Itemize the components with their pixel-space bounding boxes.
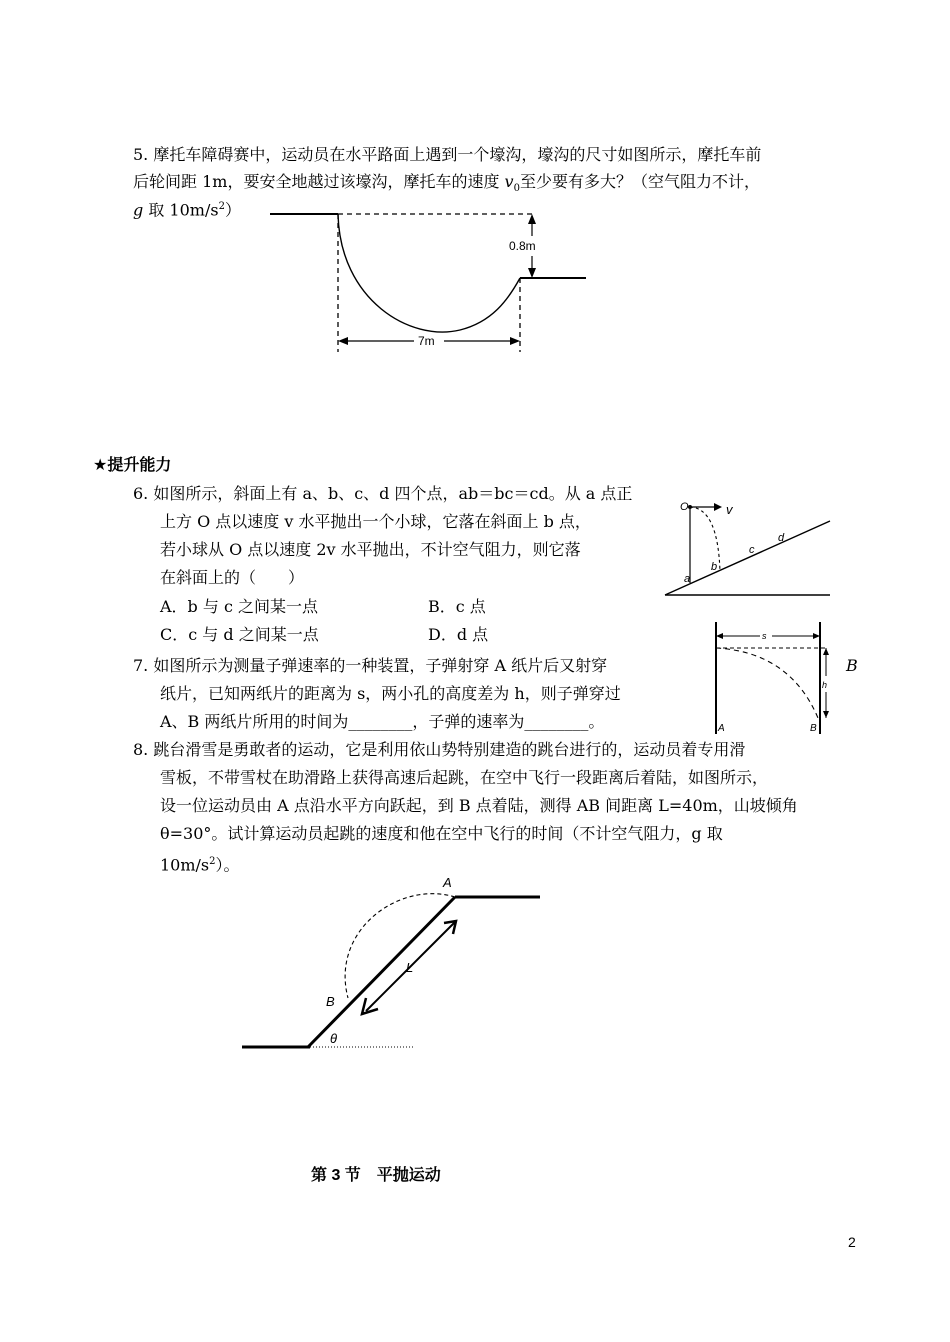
q5-line-2-tail: 至少要有多大？（空气阻力不计， xyxy=(519,172,760,191)
q5-v-symbol: v xyxy=(504,172,514,191)
q5-line-2-text: 后轮间距 1m，要安全地越过该壕沟，摩托车的速度 xyxy=(133,172,505,191)
q5-width-label: 7m xyxy=(418,334,435,348)
q6-point-c-label: c xyxy=(749,544,755,556)
q5-height-label: 0.8m xyxy=(509,239,536,253)
q6-point-d-label: d xyxy=(778,532,785,544)
q6-point-a-label: a xyxy=(684,573,691,585)
q8-g-value: 10m/s xyxy=(160,855,210,875)
q6-point-o-label: O xyxy=(680,501,689,513)
q5-v-subscript: 0 xyxy=(513,183,520,195)
section-heading: ★提升能力 xyxy=(93,457,172,474)
q7-height-h-label: h xyxy=(822,680,828,690)
q7-fig-b-label: B xyxy=(810,723,817,734)
q7-line-1: 7. 如图所示为测量子弹速率的一种装置，子弹射穿 A 纸片后又射穿 xyxy=(133,656,608,675)
q6-option-c: C．c 与 d 之间某一点 xyxy=(160,625,319,644)
q6-option-a: A．b 与 c 之间某一点 xyxy=(160,597,319,616)
q5-g-exponent: 2 xyxy=(218,201,225,212)
q8-g-exponent: 2 xyxy=(209,856,216,867)
section-title: 第 3 节 平抛运动 xyxy=(311,1167,441,1184)
q8-angle-theta-label: θ xyxy=(330,1031,338,1046)
q7-fig-a-label: A xyxy=(718,723,725,734)
q8-distance-l-label: L xyxy=(406,960,414,975)
q6-option-b: B．c 点 xyxy=(428,597,486,616)
q8-point-b-label: B xyxy=(326,994,335,1009)
q8-line-3: 设一位运动员由 A 点沿水平方向跃起，到 B 点着陆，测得 AB 间距离 L=40m，山坡倾角 xyxy=(160,796,798,815)
q8-point-a-label: A xyxy=(443,875,452,890)
q8-line-2: 雪板，不带雪杖在助滑路上获得高速后起跳，在空中飞行一段距离后着陆，如图所示， xyxy=(160,768,769,787)
q6-point-b-label: b xyxy=(711,561,718,573)
q5-g-symbol: g xyxy=(133,200,144,220)
q6-velocity-label: v xyxy=(726,502,733,517)
q6-line-4: 在斜面上的（ ） xyxy=(160,568,305,587)
q5-line-3-tail: ） xyxy=(224,200,241,220)
q8-line-4: θ=30°。试计算运动员起跳的速度和他在空中飞行的时间（不计空气阻力，g 取 xyxy=(160,824,723,843)
page-number: 2 xyxy=(848,1234,856,1250)
q7-line-2: 纸片，已知两纸片的距离为 s，两小孔的高度差为 h，则子弹穿过 xyxy=(160,684,621,703)
q7-line-3: A、B 两纸片所用的时间为________，子弹的速率为________。 xyxy=(160,712,605,731)
q6-option-d: D．d 点 xyxy=(428,625,489,644)
q8-line-1: 8. 跳台滑雪是勇敢者的运动，它是利用依山势特别建造的跳台进行的，运动员着专用滑 xyxy=(133,740,746,759)
q5-line-1: 5. 摩托车障碍赛中，运动员在水平路面上遇到一个壕沟，壕沟的尺寸如图所示，摩托车前 xyxy=(133,145,762,164)
q6-line-3: 若小球从 O 点以速度 2v 水平抛出，不计空气阻力，则它落 xyxy=(160,540,581,559)
q6-line-2: 上方 O 点以速度 v 水平抛出一个小球，它落在斜面上 b 点， xyxy=(160,512,591,531)
q7-distance-s-label: s xyxy=(762,631,767,641)
q7-paper-b-label: B xyxy=(846,656,858,675)
q5-g-value: 取 10m/s xyxy=(143,200,219,220)
q6-line-1: 6. 如图所示，斜面上有 a、b、c、d 四个点，ab＝bc＝cd。从 a 点正 xyxy=(133,484,633,503)
q8-line-5-tail: ）。 xyxy=(215,855,240,875)
